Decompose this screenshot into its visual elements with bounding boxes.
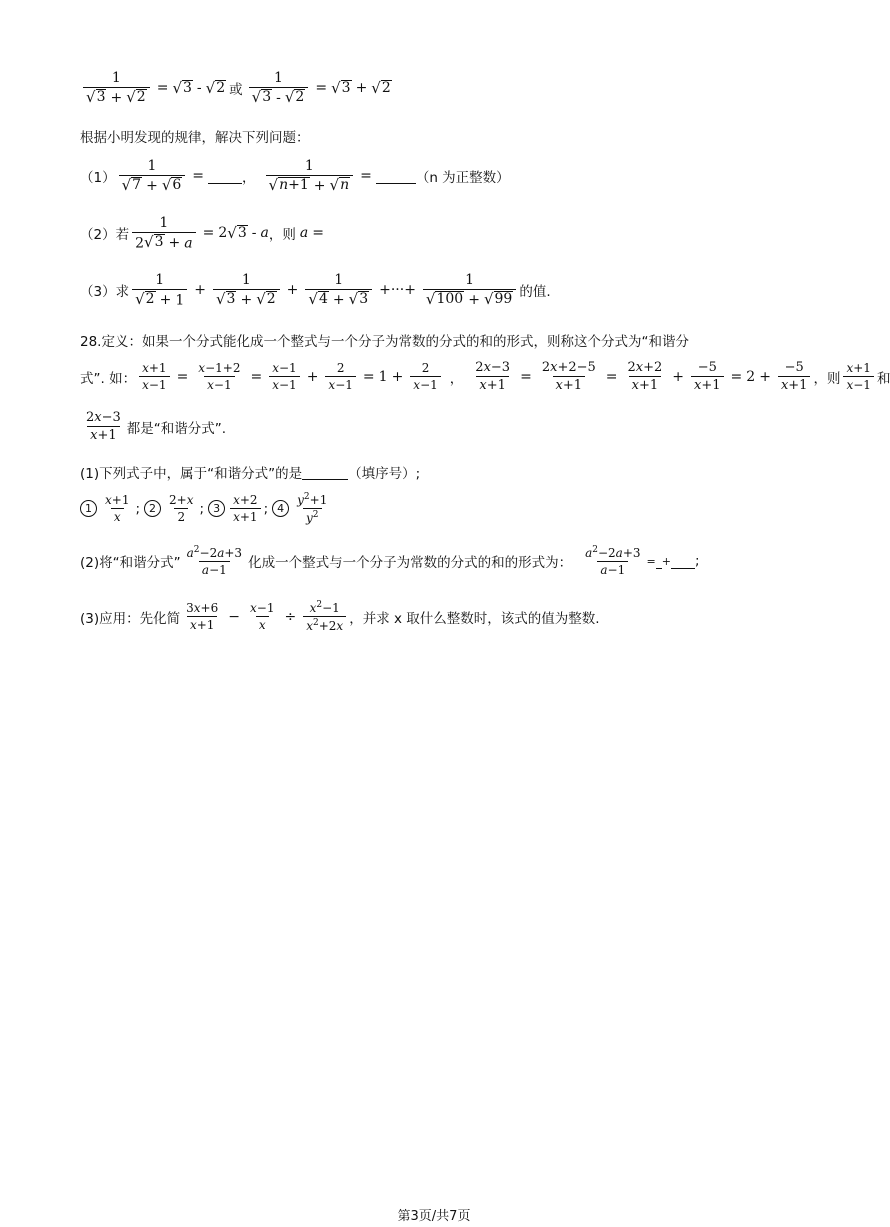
q28-definition: 28.定义：如果一个分式能化成一个整式与一个分子为常数的分式的和的形式，则称这个分式为“和谐分 [80,334,689,350]
fraction: $\frac{3x+6}{x+1}$ [186,601,219,632]
fraction: $\frac{y^2+1}{y^2}$ [297,492,328,525]
then-word: ，则 [268,227,296,244]
fraction: $\frac{a^2-2a+3}{a-1}$ [585,545,641,577]
q27-part2: （2）若 1 2 √ 3 + a = 2 √ 3 - a ，则 a = [80,215,324,252]
definition-cont: 式”. 如： [80,370,137,387]
fraction: $\frac{x+1}{x-1}$ [843,361,873,392]
part1-hint: （填序号）; [348,466,421,482]
fraction: $\frac{-5}{x+1}$ [691,360,724,393]
answer-blank[interactable] [302,465,348,480]
part2-start: (2)将“和谐分式” [80,555,181,571]
option-marker: 3 [208,500,225,517]
or-word: 或 [229,82,243,99]
fraction: $\frac{2x+2}{x+1}$ [627,360,663,393]
fraction: 1 √ 4 + √ 3 [305,272,372,308]
fraction: $\frac{x-1}{x-1}$ [269,361,299,392]
answer-blank[interactable] [208,169,242,184]
option-marker: 1 [80,500,97,517]
part3-end: ，并求 x 取什么整数时，该式的值为整数. [349,610,600,627]
answer-blank[interactable] [376,169,416,184]
fraction: $\frac{2+x}{2}$ [169,493,194,524]
fraction: $\frac{x-1+2}{x-1}$ [198,361,241,392]
option-marker: 4 [272,500,289,517]
q27-part3: （3）求 1 √ 2 + 1 + 1 √ 3 + √ 2 + 1 √ 4 + √ 3 +···+ 1 √ 100 + √ 99 的值. [80,272,551,309]
part-end: 的值. [519,284,551,301]
fraction: $\frac{2}{x-1}$ [325,361,355,392]
q28-options: 1 $\frac{x+1}{x}$ ; 2 $\frac{2+x}{2}$ ; 3 $\frac{x+2}{x+1}$ ; 4 $\frac{y^2+1}{y^2}$ [80,492,333,525]
part3-start: (3)应用：先化简 [80,610,181,627]
fraction: $\frac{2x+2-5}{x+1}$ [541,360,596,393]
page-footer: 第3页/共7页 [397,1209,471,1224]
fraction: 1 √ 2 + 1 [132,272,187,308]
part2-mid: 化成一个整式与一个分子为常数的分式的和的形式为： [248,555,573,571]
note: （n 为正整数） [415,170,510,187]
fraction: $\frac{x-1}{x}$ [249,601,275,632]
fraction: 1 √ 3 - √ 2 [249,70,309,106]
part1-text: (1)下列式子中，属于“和谐分式”的是 [80,466,303,482]
fraction: $\frac{x+2}{x+1}$ [230,493,260,524]
fraction: $\frac{-5}{x+1}$ [778,360,811,393]
part-label: （2）若 [80,227,130,244]
fraction: $\frac{2x-3}{x+1}$ [86,410,121,443]
fraction: $\frac{2x-3}{x+1}$ [475,360,511,393]
part-label: （1） [80,170,116,187]
rule-text: 根据小明发现的规律，解决下列问题： [80,130,310,146]
and-word: 和 [876,370,890,387]
fraction: 1 √ n+1 + √ n [266,158,354,194]
q28-example-line: 式”. 如： $\frac{x+1}{x-1}$ = $\frac{x-1+2}{x-1}$ = $\frac{x-1}{x-1}$ + $\frac{2}{x-1}$ = 1 + $\frac{2}{x-1}$ ， $\frac{2x-3}{x+1}$ = $\frac{2x+2-5}{x+1}$ = $\frac{2x+2}{x+1}$ + $\frac{-5}{x+1}$ = 2 + $\frac{-5}{x+1}$ ，则 $\frac{x+1}{x-1}$ 和 [80,360,890,393]
q28-part3: (3)应用：先化简 $\frac{3x+6}{x+1}$ − $\frac{x-1}{x}$ ÷ $\frac{x^2-1}{x^2+2x}$ ，并求 x 取什么整数时，该式的值为整数. [80,600,600,633]
fraction: 1 √ 3 + √ 2 [83,70,150,106]
identity-line: 1 √ 3 + √ 2 = √ 3 - √ 2 或 1 √ 3 - √ 2 = √ 3 + √ 2 [80,70,392,106]
fraction: 1 √ 7 + √ 6 [119,158,186,194]
fraction: $\frac{x+1}{x-1}$ [139,361,169,392]
answer-blank[interactable] [671,554,695,569]
option-marker: 2 [144,500,161,517]
fraction: 1 √ 100 + √ 99 [423,272,516,308]
fraction: $\frac{x+1}{x}$ [105,493,130,524]
q28-part1 [80,462,420,482]
fraction: $\frac{2}{x-1}$ [410,361,440,392]
fraction: $\frac{a^2-2a+3}{a-1}$ [186,545,243,577]
harmonic-end: 都是“和谐分式”. [126,420,227,437]
q28-harmonic-line [80,410,226,443]
q28-part2: (2)将“和谐分式” $\frac{a^2-2a+3}{a-1}$ 化成一个整式与一个分子为常数的分式的和的形式为： $\frac{a^2-2a+3}{a-1}$ = + ; [80,545,700,577]
q27-part1: （1） 1 √ 7 + √ 6 = ， 1 √ n+1 + √ n = （n 为正整数） [80,158,510,195]
then-word: ，则 [813,370,841,387]
fraction: $\frac{x^2-1}{x^2+2x}$ [303,600,346,633]
fraction: 1 2 √ 3 + a [132,215,196,251]
fraction: 1 √ 3 + √ 2 [213,272,280,308]
part-label: （3）求 [80,284,130,301]
